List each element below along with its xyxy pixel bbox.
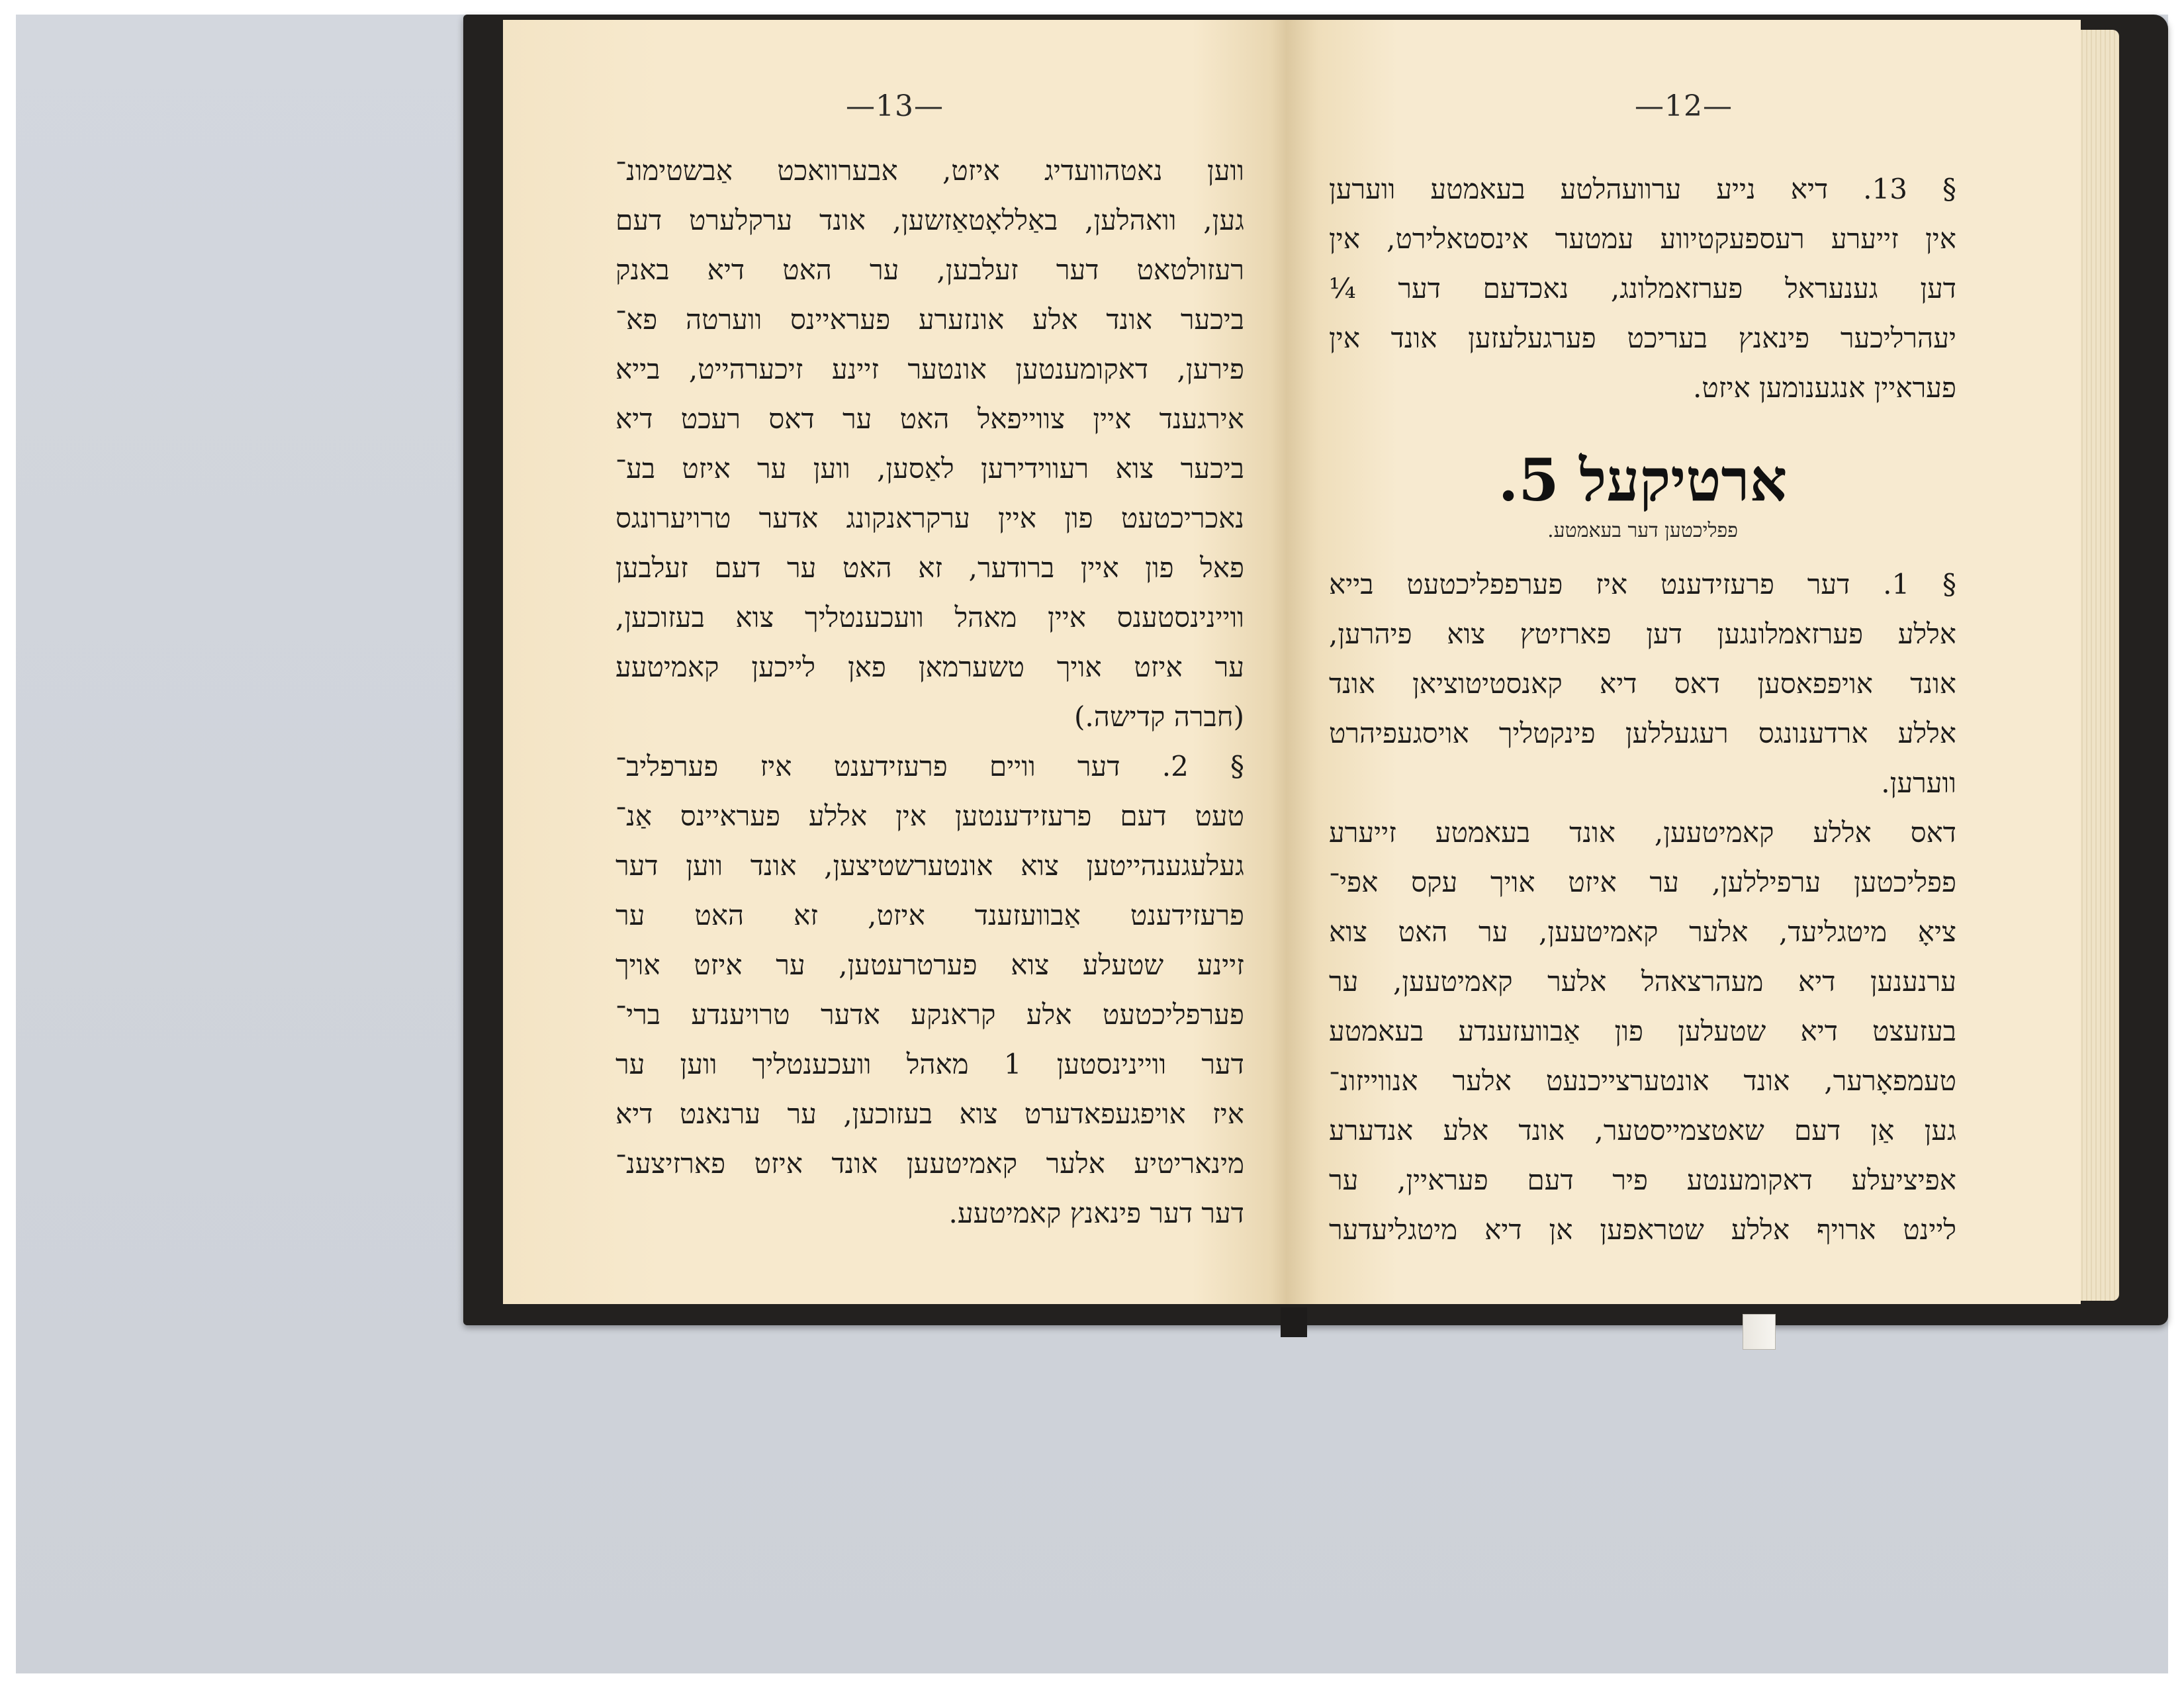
text-line: אללע ארדענונגס רעגעללען פינקטליך אויסגעפיהרט bbox=[1329, 717, 1956, 749]
text-line: זיינע שטעלע צוא פערטרעטען, ער איזט אויך bbox=[615, 949, 1244, 981]
text-line: נאכריכטעט פון איין ערקראנקונג אדער טרויערונגס bbox=[615, 502, 1244, 534]
text-line: ערנענען דיא מעהרצאהל אלער קאמיטעען, ער bbox=[1329, 965, 1956, 998]
text-line: § 13. דיא נייע ערוועהלטע בעאמטע ווערען bbox=[1329, 173, 1957, 205]
text-line: דאס אללע קאמיטעען, אונד בעאמטע זייערע bbox=[1329, 816, 1956, 849]
text-line: פאל פון איין ברודער, זא האט ער דעם זעלבען bbox=[615, 551, 1244, 584]
text-line: טעמפאָרער, אונד אונטערצייכנעט אלער אנווייזונ־ bbox=[1329, 1064, 1956, 1097]
text-line: ליינט ארויף אללע שטראפען אן דיא מיטגליעדער bbox=[1329, 1213, 1956, 1246]
page-number: —12— bbox=[1635, 89, 1733, 123]
page-number: —13— bbox=[846, 89, 944, 123]
article-heading: ארטיקעל 5. bbox=[1498, 445, 1788, 514]
text-line: פערפליכטעט אלע קראנקע אדער טרויענדע ברי־ bbox=[615, 998, 1244, 1031]
right-page-text-top bbox=[1329, 164, 1956, 412]
text-line: וויינינסטענס איין מאהל וועכענטליך צוא בעזוכען, bbox=[615, 601, 1244, 633]
text-line: איז אויפגעפאדערט צוא בעזוכען, ער ערנאנט דיא bbox=[615, 1098, 1244, 1130]
text-line: געלעגענהייטען צוא אונטערשטיצען, אונד ווען דער bbox=[615, 849, 1244, 882]
text-line: דער דער פינאנץ קאמיטעע. bbox=[948, 1197, 1244, 1229]
text-line: גען אַן דעם שאטצמייסטער, אונד אלע אנדערע bbox=[1329, 1114, 1956, 1147]
text-line: ווערען. bbox=[1881, 767, 1956, 799]
bookmark-ribbon bbox=[1743, 1314, 1776, 1350]
left-page-text bbox=[615, 146, 1244, 1238]
text-line: רעזולטאט דער זעלבען, ער האט דיא באנק bbox=[615, 254, 1244, 286]
book-spine bbox=[1281, 1307, 1307, 1337]
article-subheading: פפליכטען דער בעאמטע. bbox=[1547, 519, 1738, 542]
text-line: מינאריטיע אלער קאמיטעען אונד איזט פארזיצענ־ bbox=[615, 1147, 1244, 1180]
text-line: אפיציעלע דאקומענטע פיר דעם פעראיין, ער bbox=[1329, 1164, 1956, 1196]
text-line: טעט דעם פרעזידענטען אין אללע פעראיינס אַנ־ bbox=[615, 800, 1244, 832]
text-line: (חברה קדישה.) bbox=[1074, 700, 1244, 733]
text-line: ביכער אונד אלע אונזערע פעראיינס ווערטה פא־ bbox=[615, 303, 1244, 336]
text-line: פפליכטען ערפיללען, ער איזט אויך עקס אפי־ bbox=[1329, 866, 1956, 898]
right-page bbox=[1287, 20, 2081, 1304]
text-line: ציאָ מיטגליעד, אלער קאמיטעען, ער האט צוא bbox=[1329, 915, 1956, 948]
text-line: § 1. דער פרעזידענט איז פערפפליכטעט בייא bbox=[1329, 568, 1956, 600]
text-line: פעראיין אנגענומען איזט. bbox=[1693, 371, 1956, 404]
text-line: בעזעצט דיא שטעלען פון אַבוועזענדע בעאמטע bbox=[1329, 1015, 1956, 1047]
text-line: אין זייערע רעספעקטיווע עמטער אינסטאלירט, אין bbox=[1329, 222, 1956, 255]
text-line: אללע פערזאמלונגען דען פארזיטץ צוא פיהרען, bbox=[1329, 618, 1956, 650]
page-edges bbox=[2078, 30, 2119, 1301]
right-page-text-bottom bbox=[1329, 559, 1956, 1254]
text-line: אונד אויפפאסען דאס דיא קאנסטיטוציאן אונד bbox=[1329, 667, 1956, 700]
text-line: דער וויינינסטען 1 מאהל וועכענטליך ווען ער bbox=[615, 1048, 1244, 1080]
text-line: § 2. דער וויים פרעזידענט איז פערפליב־ bbox=[615, 750, 1244, 782]
left-page bbox=[503, 20, 1287, 1304]
text-line: גען, וואהלען, באַללאָטאַזשען, אונד ערקלערט דעם bbox=[615, 204, 1244, 236]
text-line: יעהרליכער פינאנץ בעריכט פערגעלעזען אונד אין bbox=[1329, 322, 1956, 354]
text-line: פרעזידענט אַבוועזענד איזט, זא האט ער bbox=[615, 899, 1244, 931]
text-line: פירען, דאקומענטען אונטער זיינע זיכערהייט, בייא bbox=[615, 353, 1244, 385]
text-line: אירגענד איין צווייפאל האט ער דאס רעכט דיא bbox=[615, 402, 1244, 435]
text-line: דען גענעראל פערזאמלונג, נאכדעם דער ¼ bbox=[1329, 272, 1956, 305]
text-line: ביכער צוא רעווידירען לאַסען, ווען ער איזט בע־ bbox=[615, 452, 1244, 485]
text-line: ער איזט אויך טשערמאן פאן לייכען קאמיטעע bbox=[615, 651, 1244, 683]
text-line: ווען נאטהוועדיג איזט, אבערוואכט אַבשטימונ־ bbox=[615, 154, 1244, 187]
